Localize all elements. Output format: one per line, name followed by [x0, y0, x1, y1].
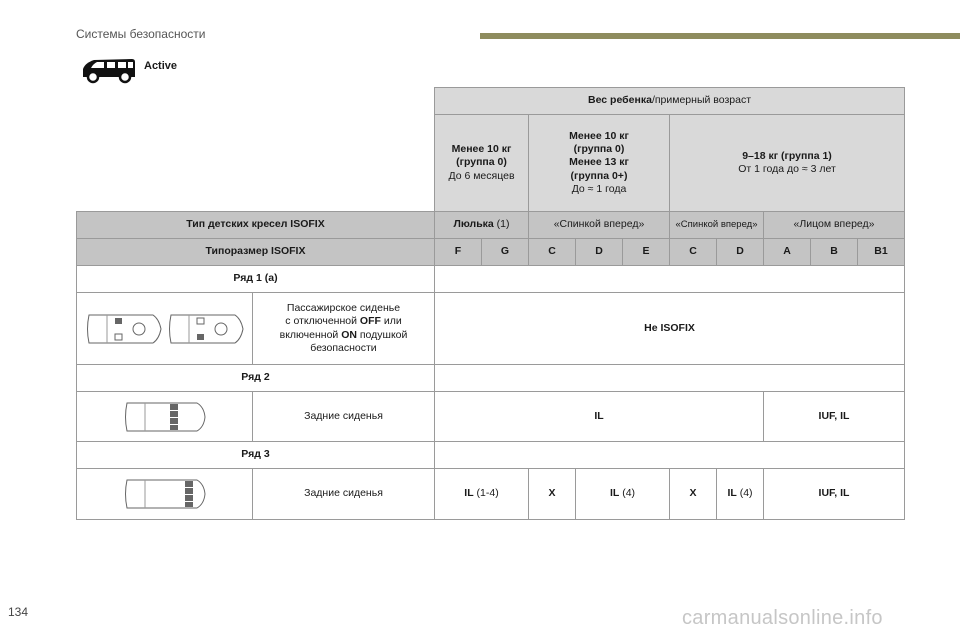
row-3-value-5: IL (4)	[717, 469, 764, 520]
row-3-label: Ряд 3	[77, 442, 435, 469]
row-3-value-1: IL (1-4)	[435, 469, 529, 520]
size-class-label: Типоразмер ISOFIX	[77, 239, 435, 266]
page-number: 134	[8, 605, 29, 619]
group-1-header: 9–18 кг (группа 1) От 1 года до ≈ 3 лет	[670, 115, 905, 212]
row-2-seat-description: Задние сиденья	[253, 392, 435, 442]
type-rear-facing-1: «Спинкой вперед»	[529, 212, 670, 239]
isofix-table	[76, 87, 905, 520]
child-weight-header: Вес ребенка/примерный возраст	[435, 88, 905, 115]
front-seat-car-diagram	[83, 306, 247, 352]
watermark: carmanualsonline.info	[682, 607, 883, 629]
row-3-diagram	[77, 469, 253, 520]
van-icon	[80, 56, 136, 84]
header-accent-bar	[480, 33, 960, 39]
size-class-cell: F	[435, 239, 482, 266]
size-class-cell: G	[482, 239, 529, 266]
row-3-value-2: X	[529, 469, 576, 520]
row-2-diagram	[77, 392, 253, 442]
active-version-badge	[80, 56, 177, 84]
section-title: Системы безопасности	[76, 27, 206, 41]
size-class-cell: B	[811, 239, 858, 266]
row-1-label: Ряд 1 (a)	[77, 266, 435, 293]
group-0plus-header: Менее 10 кг (группа 0) Менее 13 кг (группа 0+) До ≈ 1 года	[529, 115, 670, 212]
row-3-seat-description: Задние сиденья	[253, 469, 435, 520]
size-class-cell: D	[717, 239, 764, 266]
seat-type-label: Тип детских кресел ISOFIX	[77, 212, 435, 239]
row-2-value-iuf: IUF, IL	[764, 392, 905, 442]
row-1-diagram	[77, 293, 253, 365]
type-cradle: Люлька (1)	[435, 212, 529, 239]
row-3-value-6: IUF, IL	[764, 469, 905, 520]
row-3-value-3: IL (4)	[576, 469, 670, 520]
active-label: Active	[144, 60, 178, 72]
row-2-label: Ряд 2	[77, 365, 435, 392]
size-class-cell: D	[576, 239, 623, 266]
size-class-cell: B1	[858, 239, 905, 266]
row-3-value-4: X	[670, 469, 717, 520]
row-3-car-diagram	[123, 474, 207, 514]
size-class-cell: E	[623, 239, 670, 266]
size-class-cell: A	[764, 239, 811, 266]
size-class-cell: C	[670, 239, 717, 266]
group-0-header: Менее 10 кг (группа 0) До 6 месяцев	[435, 115, 529, 212]
row-1-value: Не ISOFIX	[435, 293, 905, 365]
row-2-value-il: IL	[435, 392, 764, 442]
type-rear-facing-2: «Спинкой вперед»	[670, 212, 764, 239]
passenger-seat-description: Пассажирское сиденье с отключенной OFF или включенной ON подушкой безопасности	[253, 293, 435, 365]
size-class-cell: C	[529, 239, 576, 266]
type-forward-facing: «Лицом вперед»	[764, 212, 905, 239]
row-2-car-diagram	[123, 397, 207, 437]
